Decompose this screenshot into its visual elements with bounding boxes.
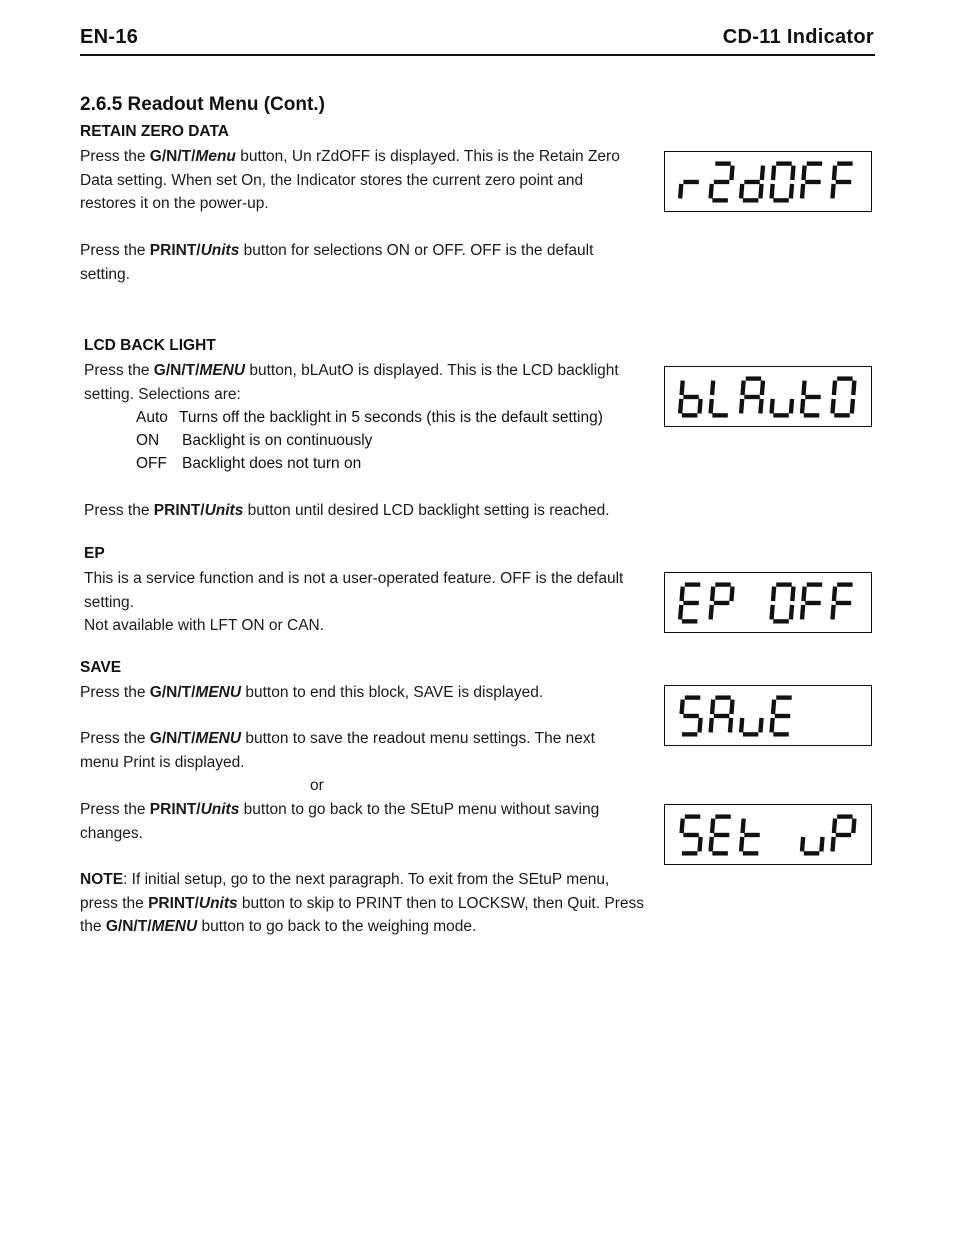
retain-zero-paragraph-1: Press the G/N/T/Menu button, Un rZdOFF is displayed. This is the Retain Zero Data setting. When set On, the Indicator stores the current zero point and restores it on the power-up.: [80, 148, 620, 212]
lcd-digit: [832, 379, 854, 416]
lcd-digit: [802, 585, 822, 620]
lcd-digit: [772, 698, 792, 735]
lcd-digit: [711, 585, 733, 620]
lcd-digit: [680, 182, 699, 198]
lcd-digit: [680, 381, 700, 416]
lcd-digit: [682, 698, 701, 735]
lcd-digit: [832, 817, 854, 852]
lcd-digit: [741, 718, 761, 734]
lcd-digit: [802, 164, 822, 199]
lcd-display-retain-zero: [664, 151, 872, 212]
lcd-digit: [711, 381, 728, 416]
save-paragraph-1: Press the G/N/T/MENU button to end this block, SAVE is displayed.: [80, 684, 544, 701]
lcd-backlight-paragraph-1: Press the G/N/T/MENU button, bLAutO is displayed. This is the LCD backlight setting. Selections are:: [84, 362, 619, 403]
lcd-digit: [832, 164, 852, 199]
document-title: CD-11 Indicator: [722, 26, 874, 48]
header-rule: [80, 54, 875, 56]
section-title: 2.6.5 Readout Menu (Cont.): [80, 94, 325, 115]
lcd-digit: [682, 817, 701, 854]
ep-paragraph-1: This is a service function and is not a user-operated feature. OFF is the default setting.: [84, 570, 624, 611]
lcd-digit: [711, 698, 733, 733]
note-paragraph: NOTE: If initial setup, go to the next paragraph. To exit from the SEtuP menu, press the PRINT/Units button to skip to PRINT then to LOCKSW, then Quit. Press the G/N/T/MENU button to go back to the weighing mode.: [80, 871, 644, 935]
lcd-display-save: [664, 685, 872, 746]
lcd-digit: [741, 166, 763, 201]
ep-paragraph-2: Not available with LFT ON or CAN.: [84, 617, 325, 634]
lcd-display-backlight: [664, 366, 872, 427]
save-paragraph-3: Press the PRINT/Units button to go back to the SEtuP menu without saving changes.: [80, 801, 600, 842]
lcd-digit: [711, 164, 733, 201]
lcd-digit: [741, 819, 760, 854]
backlight-option-off: OFF Backlight does not turn on: [136, 455, 362, 472]
lcd-digit: [802, 837, 822, 853]
retain-zero-paragraph-2: Press the PRINT/Units button for selections ON or OFF. OFF is the default setting.: [80, 242, 594, 283]
lcd-digit: [772, 164, 794, 201]
or-text: or: [310, 777, 324, 794]
backlight-option-auto: Auto Turns off the backlight in 5 seconds (this is the default setting): [136, 409, 603, 426]
lcd-digit: [741, 379, 763, 414]
lcd-digit: [711, 817, 731, 854]
lcd-digit: [802, 381, 821, 416]
lcd-digit: [772, 399, 792, 415]
ep-heading: EP: [84, 545, 105, 562]
save-heading: SAVE: [80, 659, 122, 676]
lcd-digit: [680, 585, 700, 622]
lcd-backlight-heading: LCD BACK LIGHT: [84, 337, 216, 354]
lcd-display-ep: [664, 572, 872, 633]
save-paragraph-2: Press the G/N/T/MENU button to save the readout menu settings. The next menu Print is displayed.: [80, 730, 595, 771]
lcd-backlight-paragraph-2: Press the PRINT/Units button until desired LCD backlight setting is reached.: [84, 502, 610, 519]
lcd-digit: [772, 585, 794, 622]
page-number: EN-16: [80, 26, 139, 48]
lcd-digit: [832, 585, 852, 620]
lcd-display-setup: [664, 804, 872, 865]
backlight-option-on: ON Backlight is on continuously: [136, 432, 373, 449]
retain-zero-heading: RETAIN ZERO DATA: [80, 123, 229, 140]
